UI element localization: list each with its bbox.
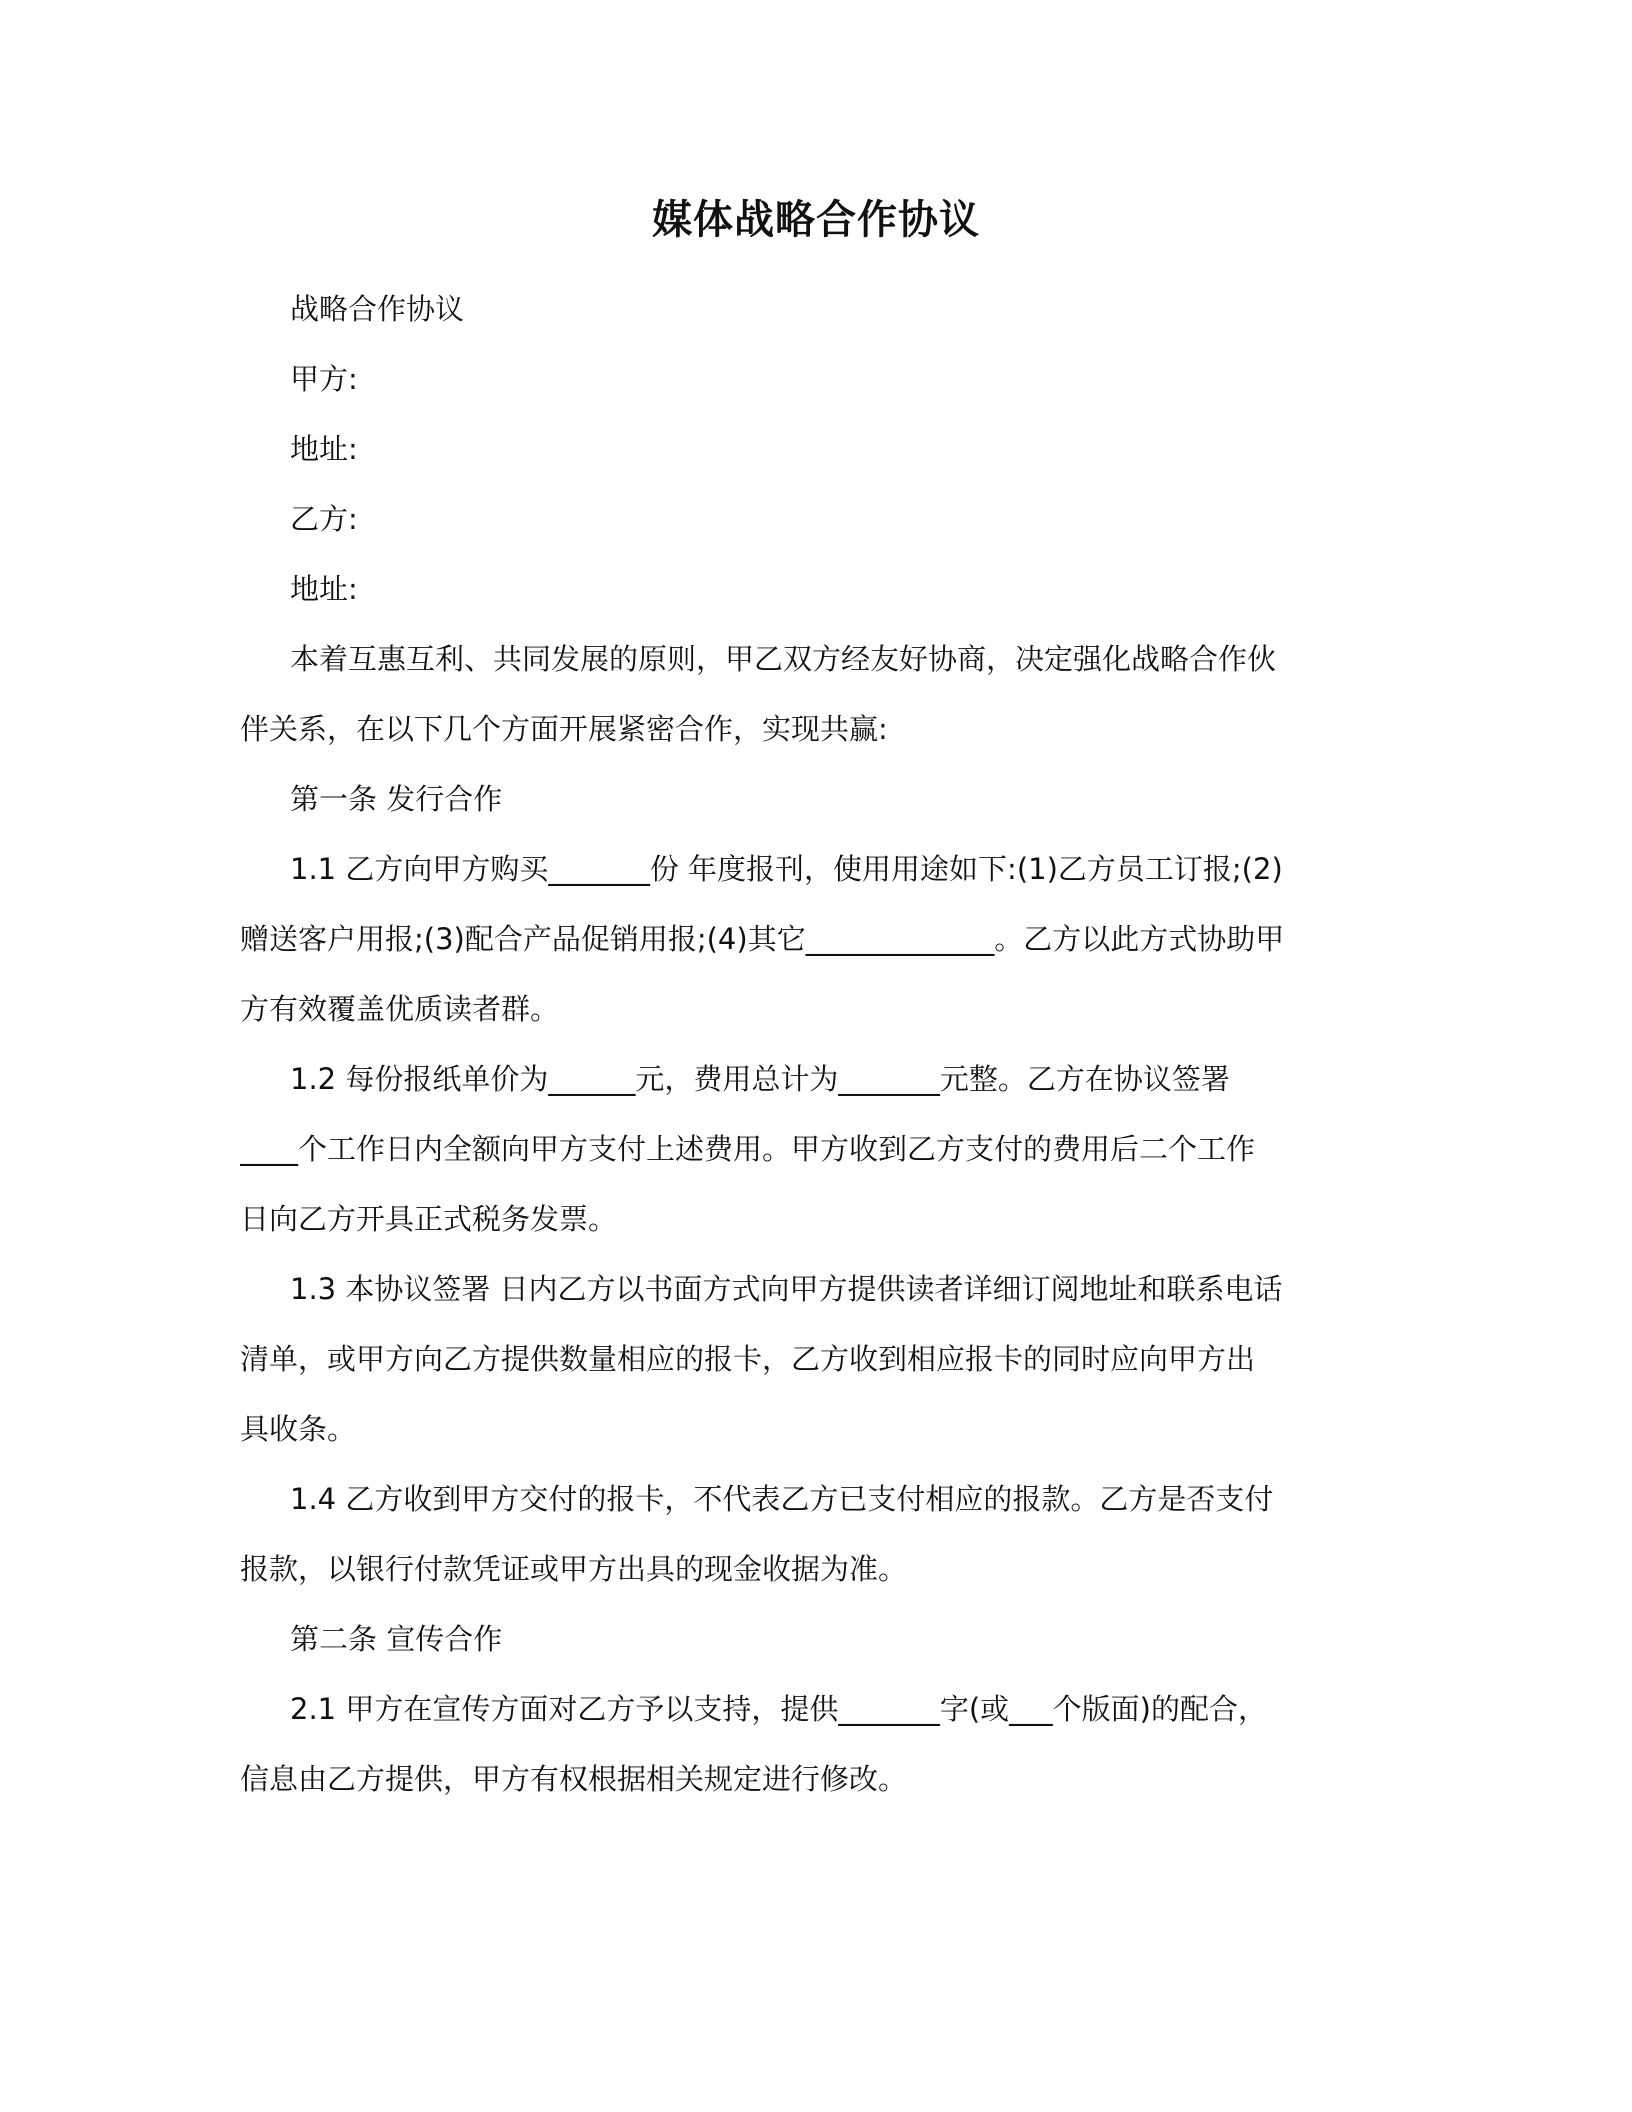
text-line: 伴关系，在以下几个方面开展紧密合作，实现共赢: — [240, 712, 888, 746]
text-line: 第二条 宣传合作 — [290, 1622, 503, 1656]
text-line: 报款，以银行付款凭证或甲方出具的现金收据为准。 — [240, 1552, 908, 1586]
text-line: 日向乙方开具正式税务发票。 — [240, 1202, 618, 1236]
text-line: 地址: — [290, 572, 358, 606]
text-line: 方有效覆盖优质读者群。 — [240, 992, 560, 1026]
text-line: 1.4 乙方收到甲方交付的报卡，不代表乙方已支付相应的报款。乙方是否支付 — [290, 1482, 1274, 1516]
text-line: 第一条 发行合作 — [290, 782, 503, 816]
text-line: 甲方: — [290, 362, 358, 396]
document-body — [240, 274, 1400, 1814]
text-line: 赠送客户用报;(3)配合产品促销用报;(4)其它_____________。乙方以此方式协助甲 — [240, 922, 1285, 956]
text-line: 信息由乙方提供，甲方有权根据相关规定进行修改。 — [240, 1762, 908, 1796]
text-line: 2.1 甲方在宣传方面对乙方予以支持，提供_______字(或___个版面)的配合， — [290, 1692, 1267, 1726]
text-line: 乙方: — [290, 502, 358, 536]
text-line: 战略合作协议 — [290, 292, 465, 326]
text-line: 本着互惠互利、共同发展的原则，甲乙双方经友好协商，决定强化战略合作伙 — [290, 642, 1277, 676]
text-line: 清单，或甲方向乙方提供数量相应的报卡，乙方收到相应报卡的同时应向甲方出 — [240, 1342, 1256, 1376]
text-line: 1.3 本协议签署 日内乙方以书面方式向甲方提供读者详细订阅地址和联系电话 — [290, 1272, 1283, 1306]
text-line: 地址: — [290, 432, 358, 466]
text-line: ____个工作日内全额向甲方支付上述费用。甲方收到乙方支付的费用后二个工作 — [240, 1132, 1256, 1166]
text-line: 1.1 乙方向甲方购买_______份 年度报刊，使用用途如下:(1)乙方员工订报;(2) — [290, 852, 1283, 886]
document-title: 媒体战略合作协议 — [652, 197, 980, 243]
text-line: 具收条。 — [240, 1412, 357, 1446]
text-line: 1.2 每份报纸单价为______元，费用总计为_______元整。乙方在协议签署 — [290, 1062, 1230, 1096]
